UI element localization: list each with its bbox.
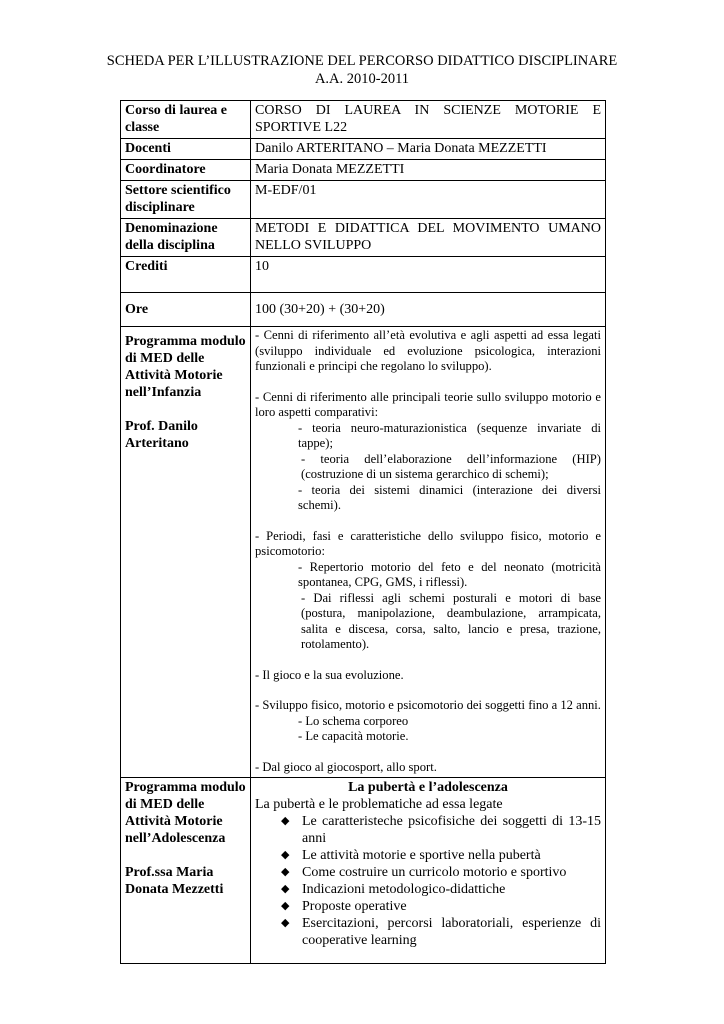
- para-gap: [255, 683, 601, 698]
- diamond-bullet-icon: ◆: [281, 917, 290, 929]
- para-gap: [255, 514, 601, 529]
- list-item-text: Proposte operative: [302, 899, 407, 914]
- label-ore: Ore: [121, 293, 251, 327]
- row-denominazione: [121, 219, 606, 257]
- row-adolescenza: [121, 778, 606, 964]
- infanzia-phase-1: - Repertorio motorio del feto e del neonato (motricità spontanea, CPG, GMS, i riflessi).: [298, 559, 601, 589]
- label-infanzia-cell: [121, 327, 251, 778]
- diamond-bullet-icon: ◆: [281, 815, 290, 827]
- list-item-text: Esercitazioni, percorsi laboratoriali, esperienze di cooperative learning: [302, 916, 601, 948]
- document-title: [0, 52, 724, 88]
- list-item-text: Come costruire un curricolo motorio e sportivo: [302, 865, 567, 880]
- value-crediti: 10: [251, 257, 606, 293]
- label-crediti: Crediti: [121, 257, 251, 293]
- value-settore: M-EDF/01: [251, 181, 606, 219]
- label-adolescenza-cell: [121, 778, 251, 964]
- list-item: [277, 813, 601, 847]
- adolescenza-heading: La pubertà e l’adolescenza: [348, 780, 508, 795]
- list-item: [277, 881, 601, 898]
- infanzia-para-5: - Sviluppo fisico, motorio e psicomotorio dei soggetti fino a 12 anni.: [255, 698, 601, 712]
- infanzia-para-2: - Cenni di riferimento alle principali teorie sullo sviluppo motorio e loro aspetti comparativi:: [255, 389, 601, 419]
- label-denominazione: Denominazione della disciplina: [121, 219, 251, 257]
- value-corso: CORSO DI LAUREA IN SCIENZE MOTORIE E SPORTIVE L22: [251, 101, 606, 139]
- infanzia-theory-3: - teoria dei sistemi dinamici (interazione dei diversi schemi).: [298, 482, 601, 512]
- title-line-2: A.A. 2010-2011: [314, 71, 410, 87]
- label-settore: Settore scientifico disciplinare: [121, 181, 251, 219]
- diamond-bullet-icon: ◆: [281, 883, 290, 895]
- label-gap: [125, 847, 246, 864]
- list-item: [277, 847, 601, 864]
- infanzia-para-3: - Periodi, fasi e caratteristiche dello sviluppo fisico, motorio e psicomotorio:: [255, 528, 601, 558]
- label-infanzia: Programma modulo di MED delle Attività Motorie nell’Infanzia: [125, 334, 246, 400]
- prof-infanzia: Prof. Danilo Arteritano: [125, 419, 198, 451]
- infanzia-sub-2: - Le capacità motorie.: [298, 729, 409, 743]
- title-line-1: SCHEDA PER L’ILLUSTRAZIONE DEL PERCORSO DIDATTICO DISCIPLINARE: [106, 53, 618, 69]
- infanzia-para-6: - Dal gioco al giocosport, allo sport.: [255, 759, 437, 774]
- label-docenti: Docenti: [121, 139, 251, 160]
- row-coordinatore: [121, 160, 606, 181]
- list-item: [277, 864, 601, 881]
- adolescenza-topic-list: [255, 813, 601, 949]
- para-gap: [255, 375, 601, 390]
- infanzia-sub-1: - Lo schema corporeo: [298, 713, 409, 728]
- list-item: [277, 898, 601, 915]
- row-docenti: [121, 139, 606, 160]
- row-corso: [121, 101, 606, 139]
- prof-adolescenza: Prof.ssa Maria Donata Mezzetti: [125, 865, 224, 897]
- label-gap: [125, 401, 246, 418]
- row-ore: [121, 293, 606, 327]
- para-gap: [255, 653, 601, 668]
- infanzia-para-1: - Cenni di riferimento all’età evolutiva e agli aspetti ad essa legati (sviluppo individuale ed evoluzione psicologica, interazioni funzionali e principi che regolano lo sviluppo).: [255, 328, 601, 373]
- list-item-text: Le attività motorie e sportive nella pubertà: [302, 848, 541, 863]
- label-adolescenza: Programma modulo di MED delle Attività Motorie nell’Adolescenza: [125, 780, 246, 846]
- value-coordinatore: Maria Donata MEZZETTI: [251, 160, 606, 181]
- diamond-bullet-icon: ◆: [281, 849, 290, 861]
- list-item-text: Le caratteristeche psicofisiche dei soggetti di 13-15 anni: [302, 814, 601, 846]
- infanzia-para-4: - Il gioco e la sua evoluzione.: [255, 667, 404, 682]
- value-docenti: Danilo ARTERITANO – Maria Donata MEZZETTI: [251, 139, 606, 160]
- row-settore: [121, 181, 606, 219]
- infanzia-phase-2: - Dai riflessi agli schemi posturali e motori di base (postura, manipolazione, deambulazione, arrampicata, salita e discesa, corsa, salto, lancio e presa, trazione, rotolamento).: [301, 590, 601, 651]
- adolescenza-intro: La pubertà e le problematiche ad essa legate: [255, 797, 503, 812]
- infanzia-theory-1: - teoria neuro-maturazionistica (sequenze invariate di tappe);: [298, 420, 601, 450]
- program-adolescenza: [251, 778, 606, 964]
- row-crediti: [121, 257, 606, 293]
- value-ore: 100 (30+20) + (30+20): [251, 293, 606, 327]
- value-denominazione: METODI E DIDATTICA DEL MOVIMENTO UMANO NELLO SVILUPPO: [251, 219, 606, 257]
- program-infanzia: [251, 327, 606, 778]
- label-coordinatore: Coordinatore: [121, 160, 251, 181]
- course-sheet-table: [120, 100, 606, 964]
- infanzia-theory-2: - teoria dell’elaborazione dell’informazione (HIP) (costruzione di un sistema gerarchico di schemi);: [301, 451, 601, 481]
- list-item-text: Indicazioni metodologico-didattiche: [302, 882, 506, 897]
- para-gap: [255, 745, 601, 760]
- list-item: [277, 915, 601, 949]
- label-corso: Corso di laurea e classe: [121, 101, 251, 139]
- diamond-bullet-icon: ◆: [281, 900, 290, 912]
- diamond-bullet-icon: ◆: [281, 866, 290, 878]
- row-infanzia: [121, 327, 606, 778]
